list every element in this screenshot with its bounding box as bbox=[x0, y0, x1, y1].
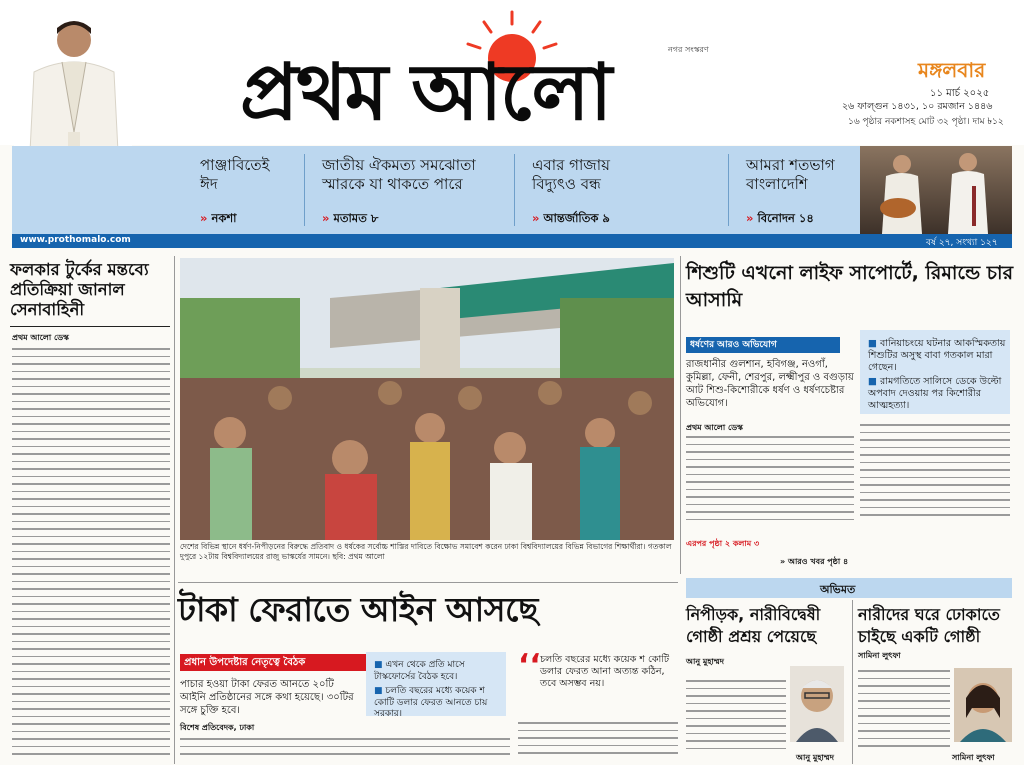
teaser-section: » নকশা bbox=[200, 211, 237, 225]
bottom-headline[interactable]: টাকা ফেরাতে আইন আসছে bbox=[178, 590, 538, 629]
weekday: মঙ্গলবার bbox=[918, 58, 986, 82]
left-body-text bbox=[12, 348, 170, 760]
logo-wordmark[interactable]: প্রথম আলো bbox=[240, 47, 611, 138]
author-portrait-2 bbox=[954, 668, 1012, 742]
teaser-international[interactable] bbox=[532, 146, 712, 234]
issue-number: বর্ষ ২৭, সংখ্যা ১২৭ bbox=[926, 238, 998, 248]
bottom-byline: বিশেষ প্রতিবেদক, ঢাকা bbox=[180, 723, 255, 732]
teaser-opinion[interactable] bbox=[322, 146, 502, 234]
bottom-body-text-1 bbox=[180, 738, 510, 764]
highlight-item: ■ এখন থেকে প্রতি মাসে টাস্কফোর্সের বৈঠক হবে। bbox=[374, 660, 465, 682]
url-bar bbox=[12, 234, 1012, 248]
pull-quote: চলতি বছরের মধ্যে কয়েক শ কোটি ডলার ফেরত আনা অত্যন্ত কঠিন, তবে অসম্ভব নয়। bbox=[540, 654, 670, 689]
pages-price: ১৬ পৃষ্ঠার নকশাসহ মোট ৩২ পৃষ্ঠা। দাম ৳১২ bbox=[848, 117, 1004, 127]
opinion-2-headline[interactable]: নারীদের ঘরে ঢোকাতে চাইছে একটি গোষ্ঠী bbox=[858, 605, 1000, 646]
right-headline[interactable]: শিশুটি এখনো লাইফ সাপোর্টে, রিমান্ডে চার আসামি bbox=[686, 262, 1014, 311]
opinion-2-photo-name: সামিনা লুৎফা bbox=[952, 753, 995, 762]
right-highlight-box bbox=[860, 330, 1010, 414]
teaser-section: » বিনোদন ১৪ bbox=[746, 211, 814, 225]
opinion-1-photo-name: আনু মুহাম্মদ bbox=[796, 753, 834, 762]
more-news-link[interactable]: » আরও খবর পৃষ্ঠা ৪ bbox=[780, 557, 849, 566]
bottom-highlight-box bbox=[366, 652, 506, 719]
right-subhead: ধর্ষণের আরও অভিযোগ bbox=[686, 337, 840, 353]
highlight-item: ■ চলতি বছরের মধ্যে কয়েক শ কোটি ডলার ফেরত আনতে চায় সরকার। bbox=[374, 686, 488, 719]
left-byline: প্রথম আলো ডেস্ক bbox=[12, 333, 69, 342]
opinion-1-body bbox=[686, 680, 786, 760]
teaser-title: জাতীয় ঐকমত্য সমঝোতা স্মারকে যা থাকতে পারে bbox=[322, 156, 476, 193]
bottom-subhead: প্রধান উপদেষ্টার নেতৃত্বে বৈঠক bbox=[180, 654, 368, 671]
bottom-body-text-2 bbox=[518, 722, 678, 764]
right-body-text-1 bbox=[686, 436, 854, 532]
teaser-title: এবার গাজায় বিদ্যুৎও বন্ধ bbox=[532, 156, 610, 193]
teaser-title: পাঞ্জাবিতেই ঈদ bbox=[200, 156, 270, 193]
teaser-fashion[interactable] bbox=[200, 146, 310, 234]
teaser-section: » মতামত ৮ bbox=[322, 211, 379, 225]
continued-note[interactable]: এরপর পৃষ্ঠা ২ কলাম ৩ bbox=[686, 539, 760, 548]
teaser-title: আমরা শতভাগ বাংলাদেশি bbox=[746, 156, 835, 193]
date-gregorian: ১১ মার্চ ২০২৫ bbox=[930, 88, 990, 99]
photo-caption: দেশের বিভিন্ন স্থানে ধর্ষণ-নিপীড়নের বিরুদ্ধে প্রতিবাদ ও ধর্ষকের সর্বোচ্চ শাস্তির দাবিতে বিক্ষোভ সমাবেশ করেন ঢাকা বিশ্ববিদ্যালয়ের বিভিন্ন বিভাগের শিক্ষার্থীরা। গতকাল দুপুরে ১২টায় বিশ্ববিদ্যালয়ের রাজু ভাস্কর্যের সামনে। ছবি: প্রথম আলো bbox=[180, 542, 672, 561]
edition-label: নগর সংস্করণ bbox=[668, 45, 709, 54]
opinion-label: অভিমত bbox=[820, 583, 856, 596]
teaser-section: » আন্তর্জাতিক ৯ bbox=[532, 211, 610, 225]
bottom-lead: পাচার হওয়া টাকা ফেরত আনতে ২০টি আইনি প্রতিষ্ঠানের সঙ্গে কথা হয়েছে। ৩০টির সঙ্গে চুক্তি হবে। bbox=[180, 679, 354, 716]
opinion-1-headline[interactable]: নিপীড়ক, নারীবিদ্বেষী গোষ্ঠী প্রশ্রয় পেয়েছে bbox=[686, 605, 821, 646]
right-body-text-2 bbox=[860, 424, 1010, 532]
highlight-item: ■ বানিয়াচংয়ে ঘটনার আকস্মিকতায় শিশুটির অসুস্থ বাবা গতকাল মারা গেছেন। bbox=[868, 338, 1006, 373]
protest-photo[interactable] bbox=[180, 258, 674, 540]
site-url[interactable]: www.prothomalo.com bbox=[20, 235, 131, 245]
date-bangla-hijri: ২৬ ফাল্গুন ১৪৩১, ১০ রমজান ১৪৪৬ bbox=[842, 101, 993, 112]
opinion-1-author: আনু মুহাম্মদ bbox=[686, 657, 724, 666]
highlight-item: ■ রামগতিতে সালিসে ডেকে উল্টো অপবাদ দেওয়ায় পর কিশোরীর আত্মহত্যা। bbox=[868, 376, 1002, 411]
right-byline: প্রথম আলো ডেস্ক bbox=[686, 423, 743, 432]
singers-photo bbox=[860, 146, 1012, 234]
left-headline[interactable]: ফলকার টুর্কের মন্তব্যে প্রতিক্রিয়া জানাল সেনাবাহিনী bbox=[10, 260, 149, 319]
opinion-2-author: সামিনা লুৎফা bbox=[858, 651, 901, 660]
teaser-entertainment[interactable] bbox=[746, 146, 866, 234]
opinion-2-body bbox=[858, 670, 950, 760]
quote-icon: ‘‘ bbox=[518, 648, 541, 683]
right-lead: রাজধানীর গুলশান, হবিগঞ্জ, নওগাঁ, কুমিল্লা, ফেনী, শেরপুর, লক্ষ্মীপুর ও বগুড়ায় আট শিশু-কিশোরীকে ধর্ষণ ও ধর্ষণচেষ্টার অভিযোগ। bbox=[686, 359, 854, 409]
author-portrait-1 bbox=[790, 666, 844, 742]
